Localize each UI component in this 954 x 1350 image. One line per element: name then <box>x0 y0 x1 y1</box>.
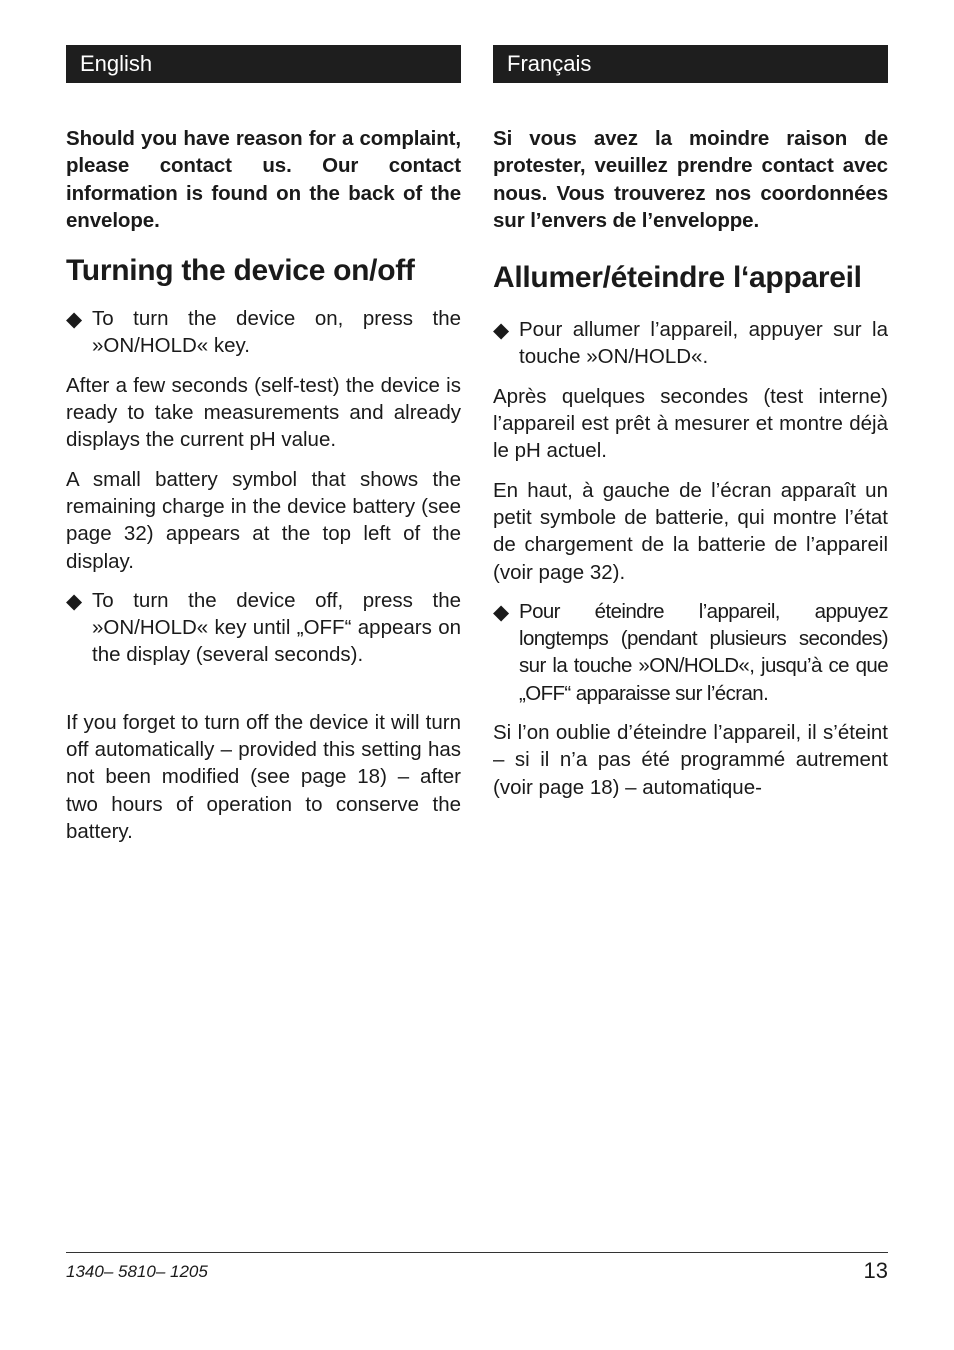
paragraph-battery-symbol-english: A small battery symbol that shows the remaining charge in the device battery (see page 32) appears at the top left of the display. <box>66 467 461 573</box>
diamond-bullet-icon: ◆ <box>493 600 509 624</box>
page-number: 13 <box>863 1258 888 1283</box>
paragraph-auto-off-english: If you forget to turn off the device it will turn off automatically – provided this setting has not been modified (see page 18) – after two hours of operation to conserve the battery. <box>66 710 461 843</box>
diamond-bullet-icon: ◆ <box>66 589 83 613</box>
french-column <box>493 45 888 801</box>
document-number: 1340– 5810– 1205 <box>66 1262 208 1281</box>
bullet-turn-off-french <box>493 598 888 707</box>
bullet-text: Pour éteindre l’appareil, appuyez longtemps (pendant plusieurs secondes) sur la touche »ON/HOLD«, jusqu’à ce que „OFF“ apparaisse sur l’écran. <box>519 599 888 705</box>
complaint-notice-french: Si vous avez la moindre raison de protester, veuillez prendre contact avec nous. Vous trouverez nos coordonnées sur l’envers de l’enveloppe. <box>493 127 888 232</box>
diamond-bullet-icon: ◆ <box>493 319 510 343</box>
bullet-text: To turn the device on, press the »ON/HOLD« key. <box>92 307 461 358</box>
paragraph-battery-symbol-french: En haut, à gauche de l’écran apparaît un petit symbole de batterie, qui montre l’état de chargement de la batterie de l’appareil (voir page 32). <box>493 478 888 584</box>
footer-divider <box>66 1252 888 1253</box>
section-heading-french: Allumer/éteindre l‘appareil <box>493 261 862 295</box>
paragraph-auto-off-french: Si l’on oublie d’éteindre l’appareil, il s’éteint – si il n’a pas été programmé autrement (voir page 18) – automatique- <box>493 721 888 799</box>
bullet-turn-on-english <box>66 305 461 360</box>
language-header-french: Français <box>493 45 888 83</box>
paragraph-self-test-french: Après quelques secondes (test interne) l’appareil est prêt à mesurer et montre déjà le pH actuel. <box>493 384 888 463</box>
bullet-turn-on-french <box>493 316 888 371</box>
bullet-text: To turn the device off, press the »ON/HOLD« key until „OFF“ appears on the display (several seconds). <box>92 588 461 667</box>
diamond-bullet-icon: ◆ <box>66 308 83 332</box>
language-header-english: English <box>66 45 461 83</box>
section-heading-english: Turning the device on/off <box>66 254 415 288</box>
bullet-text: Pour allumer l’appareil, appuyer sur la touche »ON/HOLD«. <box>519 318 888 369</box>
complaint-notice-english: Should you have reason for a complaint, please contact us. Our contact information is found on the back of the envelope. <box>66 127 461 232</box>
bullet-turn-off-english <box>66 587 461 669</box>
english-column <box>66 45 461 845</box>
paragraph-self-test-english: After a few seconds (self-test) the device is ready to take measurements and already displays the current pH value. <box>66 373 461 452</box>
